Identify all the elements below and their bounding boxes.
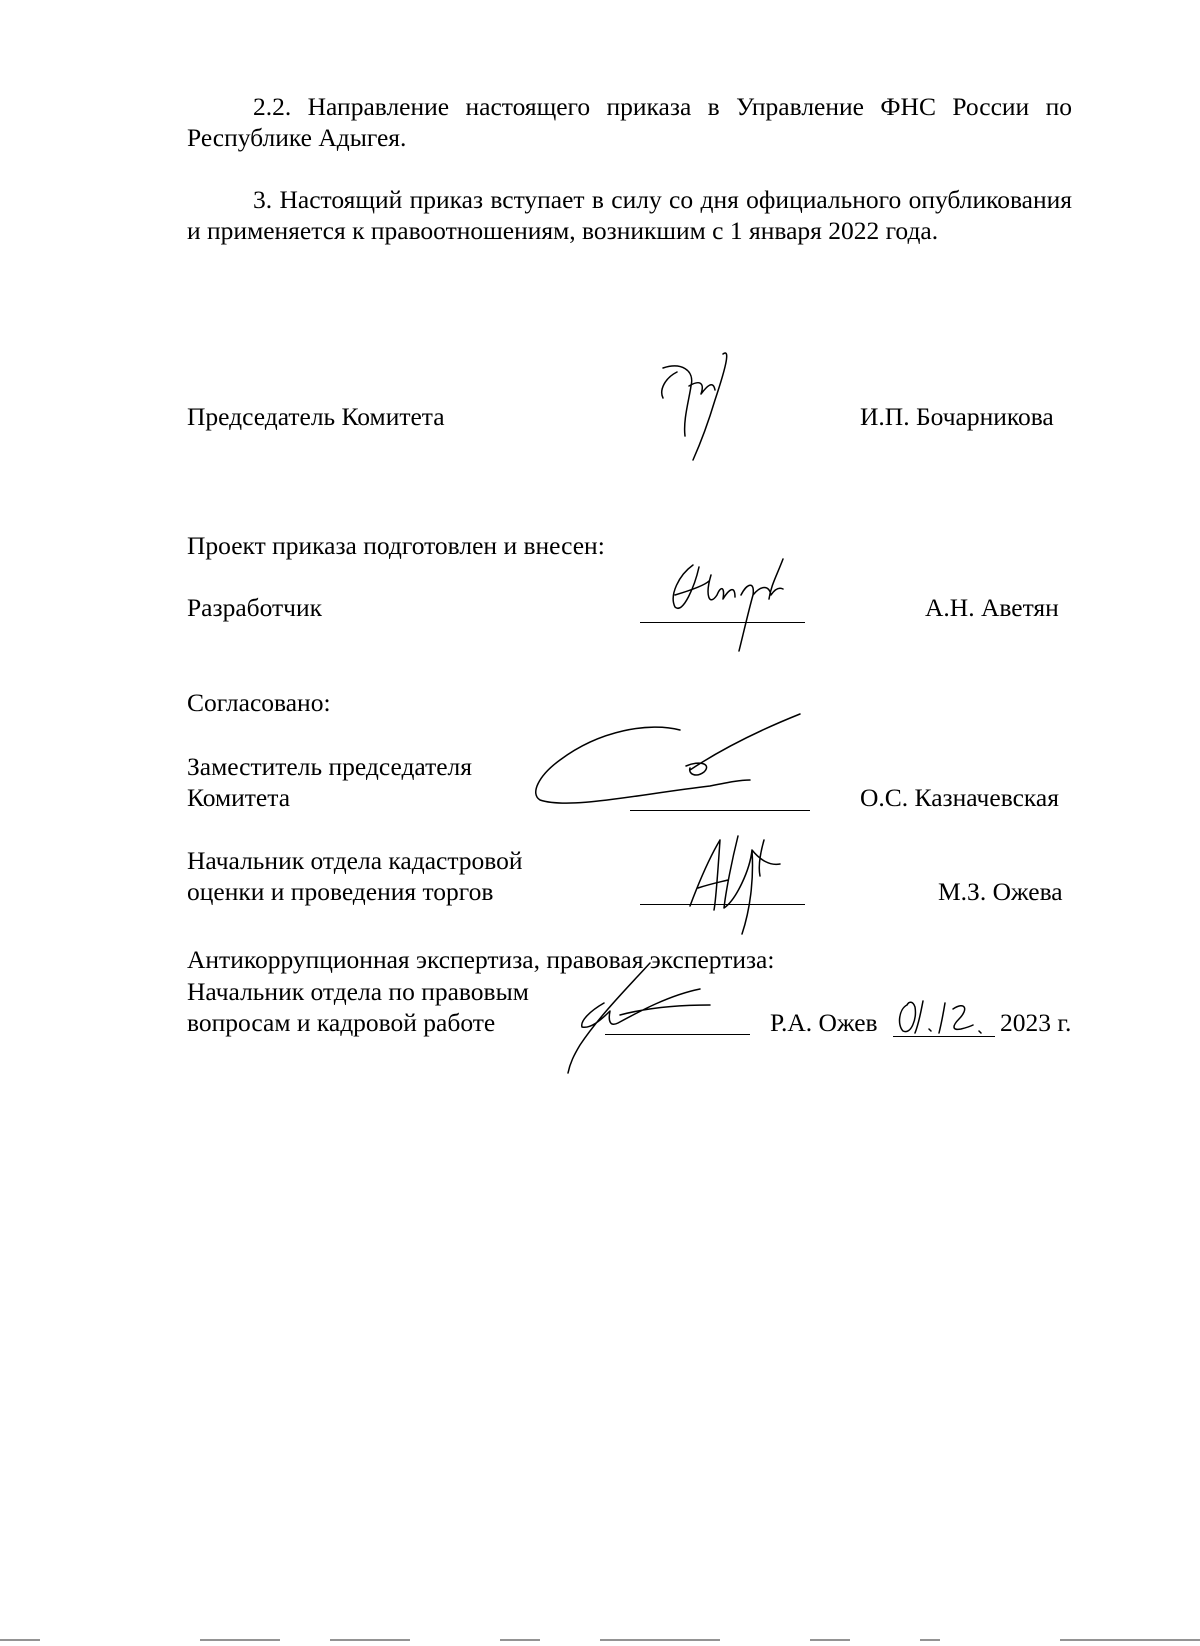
scan-edge-marks (0, 1636, 1200, 1644)
paragraph-text: 2.2. Направление настоящего приказа в Управление ФНС России по Республике Адыгея. (187, 92, 1072, 152)
chairman-name: И.П. Бочарникова (860, 402, 1054, 431)
developer-position: Разработчик (187, 593, 323, 622)
legal-name: Р.А. Ожев (770, 1008, 878, 1037)
deputy-signature (520, 710, 820, 820)
developer-signature (665, 555, 805, 655)
chairman-position: Председатель Комитета (187, 402, 445, 431)
cadastral-position-line1: Начальник отдела кадастровой (187, 846, 523, 875)
cadastral-signature (680, 830, 800, 940)
cadastral-name: М.З. Ожева (938, 877, 1063, 906)
paragraph-3 (187, 184, 1072, 246)
chairman-signature (655, 350, 765, 480)
legal-position-line1: Начальник отдела по правовым (187, 977, 529, 1006)
paragraph-text: 3. Настоящий приказ вступает в силу со дня официального опубликования и применяется к правоотношениям, возникшим с 1 января 2022 года. (187, 185, 1072, 245)
legal-date-year: 2023 г. (1000, 1008, 1072, 1037)
deputy-name: О.С. Казначевская (860, 783, 1059, 812)
legal-position-line2: вопросам и кадровой работе (187, 1008, 496, 1037)
cadastral-position-line2: оценки и проведения торгов (187, 877, 494, 906)
deputy-position-line2: Комитета (187, 783, 291, 812)
legal-signature (560, 955, 730, 1085)
agreed-heading: Согласовано: (187, 688, 331, 717)
legal-date-handwritten (895, 995, 995, 1039)
developer-name: А.Н. Аветян (925, 593, 1059, 622)
prepared-heading: Проект приказа подготовлен и внесен: (187, 531, 605, 560)
deputy-position-line1: Заместитель председателя (187, 752, 472, 781)
legal-heading: Антикоррупционная экспертиза, правовая экспертиза: (187, 945, 775, 974)
paragraph-2-2 (187, 91, 1072, 153)
